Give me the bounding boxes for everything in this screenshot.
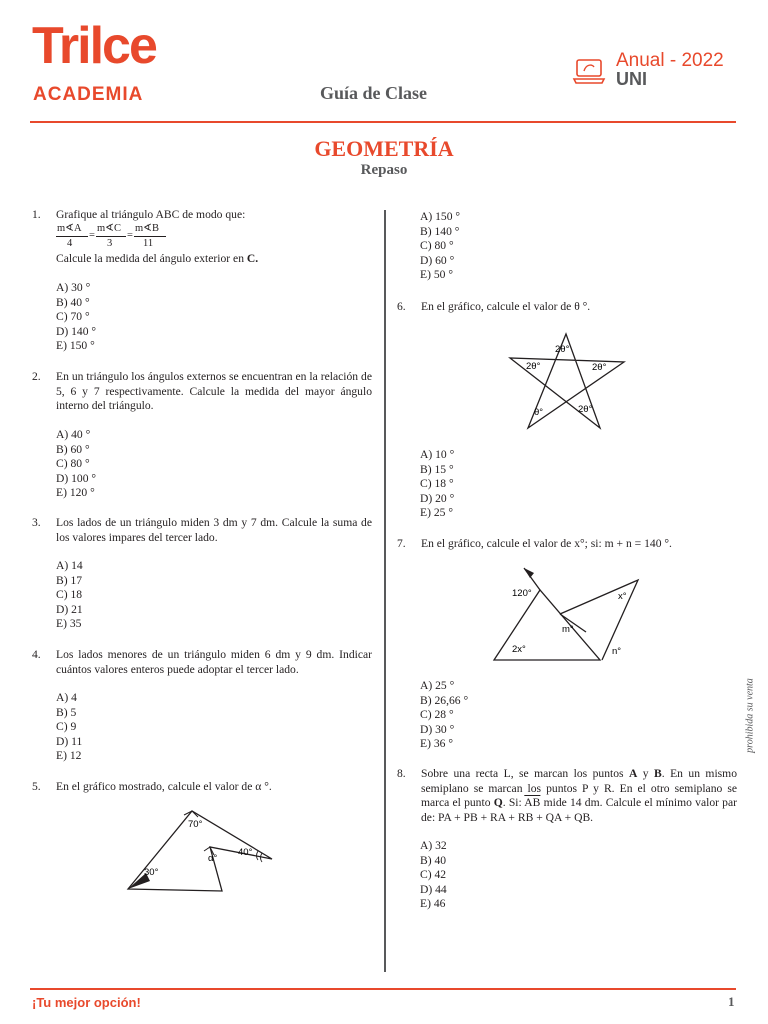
- figure-label: 120°: [512, 588, 532, 599]
- question-6-star-figure: [506, 330, 628, 432]
- subject-title: GEOMETRÍA: [314, 136, 454, 161]
- option-e[interactable]: E) 150 °: [56, 339, 95, 353]
- option-a[interactable]: A) 4: [56, 691, 77, 704]
- question-number: 6.: [397, 300, 406, 313]
- option-b[interactable]: B) 60 °: [56, 442, 90, 456]
- option-a[interactable]: A) 32: [420, 839, 447, 852]
- option-d[interactable]: D) 140 °: [56, 324, 97, 338]
- option-c[interactable]: C) 80 °: [56, 457, 90, 471]
- question-1-continuation: [56, 252, 372, 267]
- question-text: En el gráfico, calcule el valor de x°; si: m + n = 140 °.: [421, 537, 672, 550]
- equals-sign: =: [127, 230, 133, 241]
- option-b[interactable]: B) 17: [56, 573, 83, 587]
- option-a[interactable]: A) 30 °: [56, 281, 91, 294]
- option-e[interactable]: E) 12: [56, 749, 82, 763]
- question-5-options: [420, 210, 460, 283]
- option-e[interactable]: E) 46: [420, 897, 446, 911]
- option-e[interactable]: E) 25 °: [420, 506, 453, 520]
- option-a[interactable]: A) 40 °: [56, 428, 91, 441]
- side-note: prohibida su venta: [744, 678, 756, 753]
- column-divider: [384, 210, 386, 972]
- footer-divider: [30, 988, 736, 990]
- option-e[interactable]: E) 120 °: [56, 486, 95, 500]
- option-a[interactable]: A) 150 °: [420, 210, 461, 223]
- figure-label: n°: [612, 646, 622, 657]
- question-number: 7.: [397, 537, 406, 550]
- figure-label: 70°: [188, 819, 203, 830]
- option-a[interactable]: A) 14: [56, 559, 83, 572]
- fraction-numerator: m∢B: [135, 223, 159, 234]
- fraction-numerator: m∢C: [97, 223, 121, 234]
- segment-ab: $\overline{AB}$: [524, 796, 541, 810]
- option-c[interactable]: C) 28 °: [420, 708, 454, 722]
- option-d[interactable]: D) 11: [56, 734, 83, 748]
- page-number: 1: [728, 994, 735, 1009]
- option-d[interactable]: D) 30 °: [420, 722, 455, 736]
- question-number: 4.: [32, 648, 41, 661]
- option-b[interactable]: B) 140 °: [420, 224, 460, 238]
- figure-label: 2θ°: [578, 404, 593, 415]
- question-1-options: [56, 281, 96, 354]
- question-number: 2.: [32, 370, 41, 383]
- option-d[interactable]: D) 21: [56, 602, 83, 616]
- option-b[interactable]: B) 15 °: [420, 462, 454, 476]
- edition-course: UNI: [616, 69, 647, 89]
- fraction-bar: [56, 236, 88, 237]
- figure-label: 40°: [238, 847, 253, 858]
- laptop-icon: [572, 54, 606, 88]
- figure-label: x°: [618, 591, 627, 602]
- option-b[interactable]: B) 40 °: [56, 295, 90, 309]
- option-d[interactable]: D) 60 °: [420, 253, 455, 267]
- question-text: En el gráfico, calcule el valor de θ °.: [421, 300, 591, 313]
- edition-year: Anual - 2022: [616, 50, 724, 71]
- question-number: 8.: [397, 767, 406, 780]
- figure-label: 30°: [144, 867, 159, 878]
- question-text: Grafique al triángulo ABC de modo que:: [56, 208, 246, 221]
- fraction-denominator: 11: [143, 238, 154, 249]
- option-a[interactable]: A) 25 °: [420, 679, 455, 692]
- question-number: 5.: [32, 780, 41, 793]
- figure-label: 2θ°: [592, 362, 607, 373]
- fraction-denominator: 3: [107, 238, 113, 249]
- question-text: En el gráfico mostrado, calcule el valor de α °.: [56, 780, 272, 793]
- option-c[interactable]: C) 9: [56, 720, 77, 734]
- option-e[interactable]: E) 50 °: [420, 268, 453, 282]
- brand-logo: [32, 17, 202, 108]
- option-a[interactable]: A) 10 °: [420, 448, 455, 461]
- brand-subtitle: ACADEMIA: [33, 84, 144, 105]
- question-text: Los lados menores de un triángulo miden 6 dm y 9 dm. Indicar cuántos valores enteros puede adoptar el tercer lado.: [56, 648, 372, 676]
- option-d[interactable]: D) 44: [420, 882, 447, 896]
- figure-label: α°: [208, 853, 218, 864]
- figure-label: m°: [562, 624, 574, 635]
- equals-sign: =: [89, 230, 95, 241]
- edition-badge: [572, 50, 742, 94]
- option-d[interactable]: D) 100 °: [56, 471, 97, 485]
- option-b[interactable]: B) 26,66 °: [420, 693, 469, 707]
- option-c[interactable]: C) 70 °: [56, 310, 90, 324]
- option-d[interactable]: D) 20 °: [420, 491, 455, 505]
- option-b[interactable]: B) 40: [420, 853, 447, 867]
- fraction-numerator: m∢A: [57, 223, 82, 234]
- question-text: En un triángulo los ángulos externos se encuentran en la relación de 5, 6 y 7 respectivamente. Calcule la medida del mayor ángulo interno del triángulo.: [56, 370, 372, 413]
- question-6-options: [420, 448, 454, 521]
- question-8-options: [420, 839, 447, 912]
- figure-label: 2θ°: [526, 361, 541, 372]
- brand-wordmark: Trilce: [32, 17, 156, 75]
- question-number: 3.: [32, 516, 41, 529]
- question-text: Calcule la medida del ángulo exterior en: [56, 252, 247, 265]
- figure-label: 2θ°: [555, 344, 570, 355]
- figure-label: θ°: [534, 407, 544, 418]
- footer-slogan: ¡Tu mejor opción!: [32, 995, 141, 1010]
- question-text: Sobre una recta L, se marcan los puntos A y B. En un mismo semiplano se marcan los puntos P y R. En el otro semiplano se marca el punto Q. Si: $\overline{AB}$ mide 14 dm. Calcule el mínimo valor par de: PA + PB + RA + RB + QA + QB.: [421, 767, 738, 824]
- fraction-bar: [96, 236, 126, 237]
- guide-title: Guía de Clase: [320, 83, 428, 103]
- option-c[interactable]: C) 80 °: [420, 239, 454, 253]
- fraction-denominator: 4: [67, 238, 73, 249]
- question-3-options: [56, 559, 83, 632]
- option-c[interactable]: C) 42: [420, 868, 447, 882]
- question-2-options: [56, 428, 96, 501]
- question-text-bold: C.: [246, 252, 259, 265]
- option-e[interactable]: E) 35: [56, 617, 82, 631]
- question-number: 1.: [32, 208, 41, 221]
- figure-label: 2x°: [512, 644, 526, 655]
- question-7-figure: [490, 564, 646, 664]
- question-4-options: [56, 691, 82, 764]
- question-5-figure: [120, 803, 280, 895]
- option-c[interactable]: C) 18 °: [420, 477, 454, 491]
- option-e[interactable]: E) 36 °: [420, 737, 453, 751]
- question-text: Los lados de un triángulo miden 3 dm y 7 dm. Calcule la suma de los valores impares del tercer lado.: [56, 516, 372, 544]
- option-c[interactable]: C) 18: [56, 588, 83, 602]
- subject-subtitle: Repaso: [360, 162, 408, 178]
- fraction-bar: [134, 236, 166, 237]
- question-7-options: [420, 679, 468, 752]
- option-b[interactable]: B) 5: [56, 705, 77, 719]
- header-divider: [30, 121, 736, 123]
